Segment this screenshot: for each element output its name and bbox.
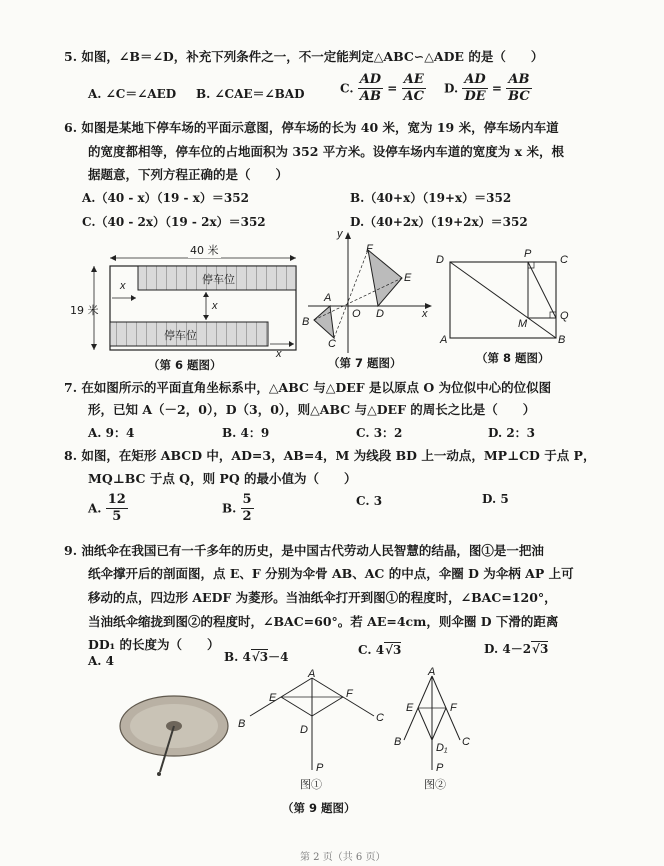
frac-numerator: 5 xyxy=(242,492,252,507)
frac-denominator: BC xyxy=(508,89,530,104)
q6-line3: 据题意，下列方程正确的是（ ） xyxy=(88,167,289,182)
diagonal-bd xyxy=(450,262,556,338)
q9-option-b xyxy=(224,648,288,665)
q9-option-d xyxy=(484,640,548,657)
label-m: M xyxy=(518,318,528,330)
label-e: E xyxy=(404,272,412,284)
q5-option-c: C. $\frac{AD}{AB}$ = $\frac{AE}{AC}$ xyxy=(340,72,424,104)
frac-numerator: AD xyxy=(464,72,486,87)
q9-c-label: C. xyxy=(358,643,372,657)
q9-d-label: D. xyxy=(484,642,499,656)
label-e: E xyxy=(269,692,277,704)
label-c: C xyxy=(328,338,336,350)
q5-c-frac2 xyxy=(402,72,426,105)
label-d: D xyxy=(300,724,308,736)
q7-line2: 形，已知 A（－2，0），D（3，0），则△ABC 与△DEF 的周长之比是（ ） xyxy=(88,402,536,417)
label-a: A xyxy=(428,666,436,678)
label-b: B xyxy=(394,736,402,748)
x-label-middle: x xyxy=(212,300,218,312)
q8-option-b xyxy=(222,492,254,525)
frac-denominator: 5 xyxy=(112,509,122,524)
figure-7-caption: （第 7 题图） xyxy=(328,356,402,370)
figure-6-caption: （第 6 题图） xyxy=(148,358,222,372)
label-a: A xyxy=(324,292,332,304)
q9-b-radicand: 3 xyxy=(259,650,269,664)
q6-option-d: D.（40+2x）（19+2x）＝352 xyxy=(350,215,528,229)
q9-b-rest: －4 xyxy=(268,650,289,664)
label-f: F xyxy=(450,702,457,714)
label-y: y xyxy=(337,228,343,240)
label-d1: D₁ xyxy=(436,742,448,754)
label-c: C xyxy=(560,254,568,266)
label-x: x xyxy=(422,308,428,320)
umbrella-open-diagram xyxy=(236,668,396,772)
figure-7 xyxy=(300,228,440,378)
frac-denominator: AB xyxy=(359,89,381,104)
q6-line1: 6. 如图是某地下停车场的平面示意图，停车场的长为 40 米，宽为 19 米，停车场内车道 xyxy=(64,120,559,135)
frac-denominator: 2 xyxy=(242,509,252,524)
label-d: D xyxy=(436,254,444,266)
q5-option-b: B. ∠CAE＝∠BAD xyxy=(196,87,305,101)
q5-option-d: D. $\frac{AD}{DE}$ = $\frac{AB}{BC}$ xyxy=(444,72,530,104)
q9-line2: 纸伞撑开后的剖面图，点 E、F 分别为伞骨 AB、AC 的中点，伞圈 D 为伞柄 AP 上可 xyxy=(88,566,574,581)
q5-c-frac1 xyxy=(358,72,383,105)
triangle-abc xyxy=(314,306,334,338)
q5-d-label: D. xyxy=(444,81,459,96)
q9-d-radicand: 3 xyxy=(539,642,549,656)
label-b: B xyxy=(558,334,566,346)
q7-option-d: D. 2：3 xyxy=(488,426,536,440)
umbrella-image xyxy=(114,690,238,782)
q9-b-radical: √3 xyxy=(251,650,269,664)
q8-option-a xyxy=(88,492,128,525)
triangle-def xyxy=(368,250,402,306)
q9-c-radical: √3 xyxy=(385,643,402,657)
label-e: E xyxy=(406,702,414,714)
parking-label-bottom: 停车位 xyxy=(164,329,197,342)
q6-option-b: B.（40+x）（19+x）＝352 xyxy=(350,191,512,205)
q8-b-frac xyxy=(241,492,254,525)
label-b: B xyxy=(302,316,310,328)
label-d: D xyxy=(376,308,384,320)
umbrella-closed-diagram xyxy=(386,668,486,772)
parking-label-top: 停车位 xyxy=(202,273,235,286)
figure-9-1 xyxy=(236,668,396,791)
q9-line4: 当油纸伞缩拢到图②的程度时，∠BAC=60°。若 AE=4cm，则伞圈 D 下滑的距离 xyxy=(88,614,559,629)
label-q: Q xyxy=(560,310,569,322)
frac-denominator: AC xyxy=(403,89,424,104)
q8-a-label: A. xyxy=(88,501,102,516)
figure-9-caption: （第 9 题图） xyxy=(282,801,356,815)
q6-line2: 的宽度都相等，停车位的占地面积为 352 平方米。设停车场内车道的宽度为 x 米，根 xyxy=(88,144,564,159)
q9-line5: DD₁ 的长度为（ ） xyxy=(88,637,220,652)
label-p: P xyxy=(524,248,532,260)
q5-option-a: A. ∠C＝∠AED xyxy=(88,87,177,101)
q7-line1: 7. 在如图所示的平面直角坐标系中，△ABC 与△DEF 是以原点 O 为位似中心的位似图 xyxy=(64,380,552,395)
umbrella-photo xyxy=(114,690,238,782)
q8-b-label: B. xyxy=(222,501,237,516)
q6-option-a: A.（40 - x）（19 - x）＝352 xyxy=(82,191,249,205)
figure-8 xyxy=(434,250,582,368)
label-a: A xyxy=(308,668,316,680)
q8-line1: 8. 如图，在矩形 ABCD 中，AD=3，AB=4，M 为线段 BD 上一动点，MP⊥CD 于点 P， xyxy=(64,448,596,463)
q9-d-coef: 4－2 xyxy=(502,642,532,656)
q8-option-c: C. 3 xyxy=(356,494,383,508)
q8-a-frac xyxy=(106,492,128,525)
label-c: C xyxy=(376,712,384,724)
q6-option-c: C.（40 - 2x）（19 - 2x）＝352 xyxy=(82,215,266,229)
width-label: 19 米 xyxy=(70,304,99,317)
frac-numerator: 12 xyxy=(107,492,126,507)
q5-stem: 5. 如图，∠B＝∠D，补充下列条件之一，不一定能判定△ABC∽△ADE 的是（ ） xyxy=(64,49,544,64)
q7-option-b: B. 4：9 xyxy=(222,426,270,440)
label-p: P xyxy=(316,762,324,774)
q8-option-d: D. 5 xyxy=(482,492,509,506)
q9-c-coef: 4 xyxy=(375,643,385,657)
figure-8-caption: （第 8 题图） xyxy=(476,351,550,365)
q9-line1: 9. 油纸伞在我国已有一千多年的历史，是中国古代劳动人民智慧的结晶，图①是一把油 xyxy=(64,543,544,558)
q5-c-label: C. xyxy=(340,81,354,96)
figure-9-2 xyxy=(386,668,486,790)
figure-9-2-caption: 图② xyxy=(424,778,446,791)
length-label: 40 米 xyxy=(190,244,219,257)
q9-b-coef: 4 xyxy=(242,650,251,664)
segment-pq xyxy=(528,262,556,318)
q9-d-radical: √3 xyxy=(532,642,549,656)
label-f: F xyxy=(366,243,373,255)
q9-c-radicand: 3 xyxy=(392,643,402,657)
frac-numerator: AD xyxy=(359,72,382,87)
q9-option-c xyxy=(358,643,401,657)
q7-option-a: A. 9：4 xyxy=(88,426,135,440)
frac-numerator: AE xyxy=(402,72,426,89)
figure-9-1-caption: 图① xyxy=(300,778,322,791)
frac-denominator: DE xyxy=(464,89,486,104)
label-f: F xyxy=(346,688,353,700)
page-footer: 第 2 页（共 6 页） xyxy=(300,852,386,863)
figure-6 xyxy=(70,240,312,374)
label-o: O xyxy=(352,308,361,320)
q5-d-frac2 xyxy=(506,72,532,105)
label-c: C xyxy=(462,736,470,748)
label-a: A xyxy=(440,334,448,346)
frac-numerator: AB xyxy=(506,72,532,89)
q7-option-c: C. 3：2 xyxy=(356,426,403,440)
label-p: P xyxy=(436,762,444,774)
q9-line3: 移动的点，四边形 AEDF 为菱形。当油纸伞打开到图①的程度时，∠BAC=120°， xyxy=(88,590,557,605)
q9-b-label: B. xyxy=(224,650,239,664)
q5-d-frac1 xyxy=(462,72,487,105)
x-label-right: x xyxy=(276,348,282,360)
q8-line2: MQ⊥BC 于点 Q，则 PQ 的最小值为（ ） xyxy=(88,471,357,486)
q9-option-a: A. 4 xyxy=(88,654,115,668)
label-b: B xyxy=(238,718,246,730)
x-label-left: x xyxy=(120,280,126,292)
